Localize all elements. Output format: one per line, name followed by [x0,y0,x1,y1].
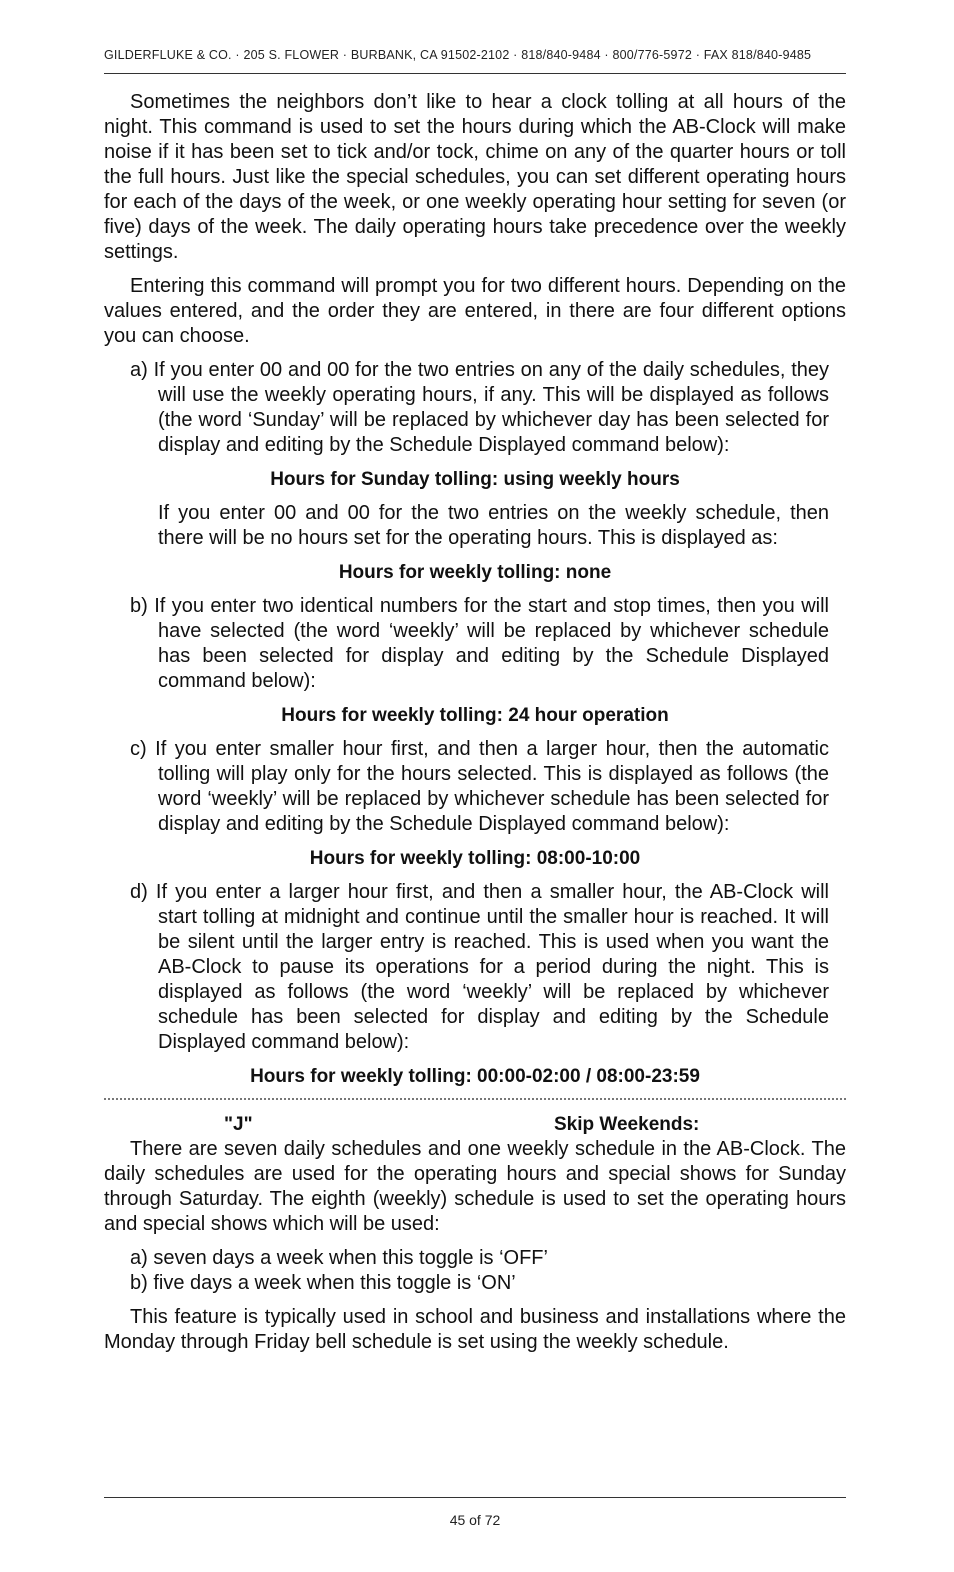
option-b-display: Hours for weekly tolling: 24 hour operation [281,705,669,726]
option-a-display: Hours for Sunday tolling: using weekly hours [270,469,680,490]
option-d-display: Hours for weekly tolling: 00:00-02:00 / 08:00-23:59 [250,1066,700,1087]
command-title: Skip Weekends: [554,1114,700,1135]
section-divider [104,1098,846,1100]
command-heading [104,1112,846,1137]
command-item-a: a) seven days a week when this toggle is ‘OFF’ [130,1247,548,1269]
page-number: 45 of 72 [449,1512,501,1528]
command-key: "J" [224,1114,253,1135]
option-b: b) If you enter two identical numbers for the start and stop times, then you will have selected (the word ‘weekly’ will be replaced by whichever schedule has been selected for display and editing by the Schedule Displayed command below): [130,595,829,692]
command-description: There are seven daily schedules and one weekly schedule in the AB-Clock. The daily schedules are used for the operating hours and special shows for Sunday through Saturday. The eighth (weekly) schedule is used to set the operating hours and special shows which will be used: [104,1138,846,1235]
option-c: c) If you enter smaller hour first, and then a larger hour, then the automatic tolling will play only for the hours selected. This is displayed as follows (the word ‘weekly’ will be replaced by whichever schedule has been selected for display and editing by the Schedule Displayed command below): [130,738,829,835]
option-a: a) If you enter 00 and 00 for the two entries on any of the daily schedules, they will use the weekly operating hours, if any. This will be displayed as follows (the word ‘Sunday’ will be replaced by whichever day has been selected for display and editing by the Schedule Displayed command below): [130,359,829,456]
intro-paragraph-1: Sometimes the neighbors don’t like to hear a clock tolling at all hours of the night. This command is used to set the hours during which the AB-Clock will make noise if it has been set to tick and/or tock, chime on any of the quarter hours or toll the full hours. Just like the special schedules, you can set different operating hours for each of the days of the week, or one weekly operating hour setting for seven (or five) days of the week. The daily operating hours take precedence over the weekly settings. [104,91,846,263]
intro-paragraph-2: Entering this command will prompt you for two different hours. Depending on the values entered, and the order they are entered, in there are four different options you can choose. [104,275,846,347]
page-content [104,90,846,1364]
option-a-sub-display: Hours for weekly tolling: none [338,562,612,583]
option-a-sub: If you enter 00 and 00 for the two entries on the weekly schedule, then there will be no hours set for the operating hours. This is displayed as: [158,502,829,549]
header-divider [104,73,846,74]
page-header: GILDERFLUKE & CO. · 205 S. FLOWER · BURBANK, CA 91502-2102 · 818/840-9484 · 800/776-5972 · FAX 818/840-9485 [104,48,812,62]
command-closing: This feature is typically used in school and business and installations where the Monday through Friday bell schedule is set using the weekly schedule. [104,1306,846,1353]
option-d: d) If you enter a larger hour first, and then a smaller hour, the AB-Clock will start tolling at midnight and continue until the smaller hour is reached. It will be silent until the larger entry is reached. This is used when you want the AB-Clock to pause its operations for a period during the night. This is displayed as follows (the word ‘weekly’ will be replaced by whichever schedule has been selected for display and editing by the Schedule Displayed command below): [130,881,829,1053]
option-c-display: Hours for weekly tolling: 08:00-10:00 [309,848,641,869]
footer-divider [104,1497,846,1498]
command-item-b: b) five days a week when this toggle is ‘ON’ [130,1272,516,1294]
document-page [104,0,846,1572]
